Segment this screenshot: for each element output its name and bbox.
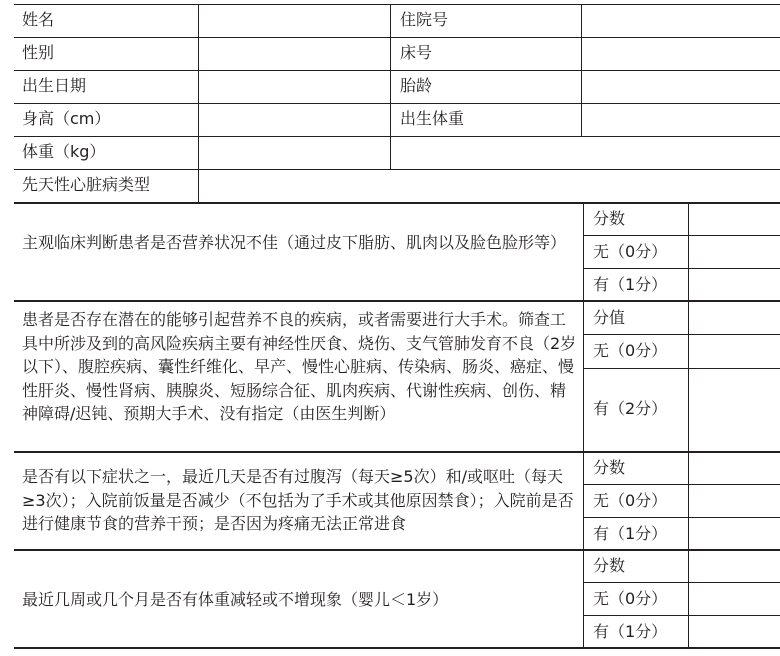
birth-weight-label: 出生体重 xyxy=(400,109,465,128)
table-rule xyxy=(14,169,780,170)
chd-type-label: 先天性心脏病类型 xyxy=(22,175,151,194)
section-rule xyxy=(14,549,780,551)
score-option: 有（1分） xyxy=(593,622,668,641)
gestational-age-label: 胎龄 xyxy=(400,76,433,95)
table-rule xyxy=(583,268,780,269)
question-text: 患者是否存在潜在的能够引起营养不良的疾病，或者需要进行大手术。筛查工具中所涉及到的高风险疾病主要有神经性厌食、烧伤、支气管肺发育不良（2岁以下）、腹腔疾病、囊性纤维化、早产、慢性心脏病、传染病、肠炎、癌症、慢性肝炎、慢性肾病、胰腺炎、短肠综合征、肌肉疾病、代谢性疾病、创伤、精神障碍/迟钝、预期大手术、没有指定（由医生判断） xyxy=(22,310,577,423)
table-rule xyxy=(583,484,780,485)
score-option: 有（2分） xyxy=(593,399,668,418)
score-header: 分数 xyxy=(593,209,626,228)
question-text: 是否有以下症状之一，最近几天是否有过腹泻（每天≥5次）和/或呕吐（每天≥3次）；入院前饭量是否减少（不包括为了手术或其他原因禁食）；入院前是否进行健康节食的营养干预；是否因为疼痛无法正常进食 xyxy=(22,467,574,533)
table-rule xyxy=(14,70,780,71)
table-rule xyxy=(14,103,780,104)
table-rule xyxy=(583,517,780,518)
section-rule xyxy=(14,647,780,649)
sex-label: 性别 xyxy=(22,43,55,62)
section-rule xyxy=(14,451,780,453)
table-rule xyxy=(583,615,780,616)
bed-number-label: 床号 xyxy=(400,43,433,62)
score-option: 有（1分） xyxy=(593,524,668,543)
score-option: 无（0分） xyxy=(593,589,668,608)
score-option: 无（0分） xyxy=(593,242,668,261)
birth-date-label: 出生日期 xyxy=(22,76,87,95)
table-rule xyxy=(198,4,199,202)
weight-label: 体重（kg） xyxy=(22,142,106,161)
height-label: 身高（cm） xyxy=(22,109,111,128)
table-rule xyxy=(14,4,780,5)
question-text: 主观临床判断患者是否营养状况不佳（通过皮下脂肪、肌肉以及脸色脸形等） xyxy=(22,233,567,252)
score-option: 有（1分） xyxy=(593,275,668,294)
table-rule xyxy=(583,582,780,583)
table-rule xyxy=(583,368,780,369)
table-rule xyxy=(583,334,780,335)
name-label: 姓名 xyxy=(22,10,55,29)
score-option: 无（0分） xyxy=(593,341,668,360)
score-header: 分数 xyxy=(593,458,626,477)
table-rule xyxy=(581,4,582,136)
question-text: 最近几周或几个月是否有体重减轻或不增现象（婴儿＜1岁） xyxy=(22,590,449,609)
admission-number-label: 住院号 xyxy=(400,10,449,29)
section-rule xyxy=(14,300,780,302)
table-rule xyxy=(583,235,780,236)
score-option: 无（0分） xyxy=(593,491,668,510)
table-rule xyxy=(14,136,780,137)
section-rule xyxy=(14,202,780,204)
score-header: 分数 xyxy=(593,556,626,575)
table-rule xyxy=(14,37,780,38)
table-rule xyxy=(390,4,391,169)
score-header: 分值 xyxy=(593,308,626,327)
